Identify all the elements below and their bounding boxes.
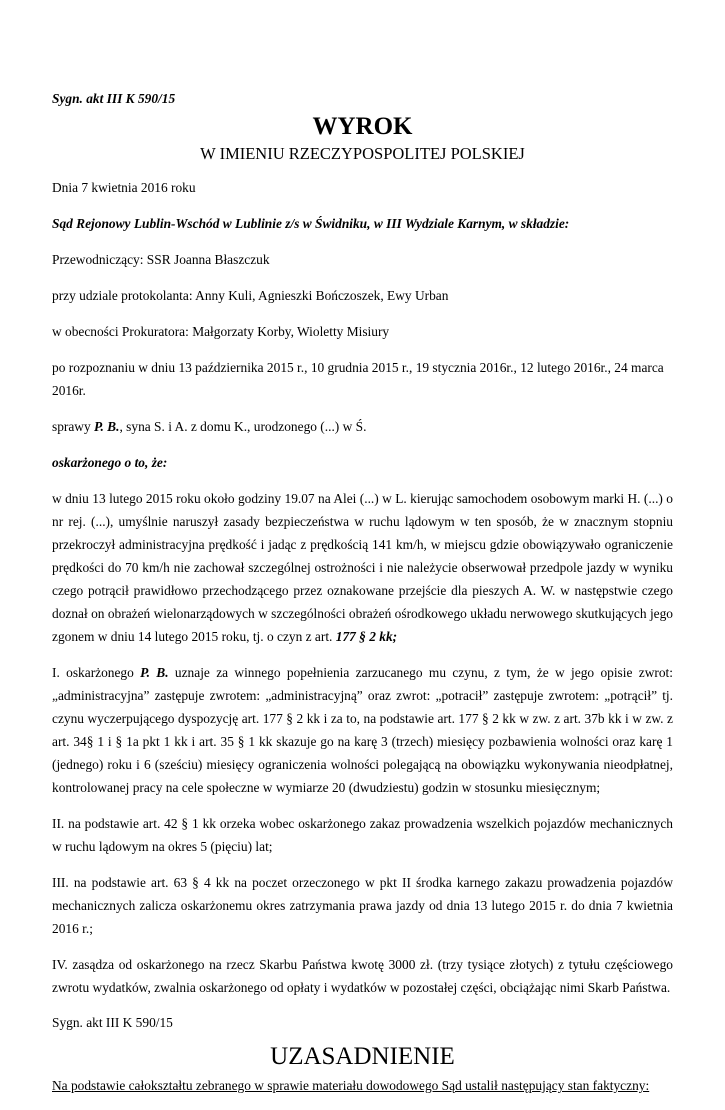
case-suffix: , syna S. i A. z domu K., urodzonego (...) w Ś. [119, 419, 367, 434]
verdict-point-4: IV. zasądza od oskarżonego na rzecz Skarbu Państwa kwotę 3000 zł. (trzy tysiące złotych) z tytułu częściowego zwrotu wydatków, zwalnia oskarżonego od opłaty i wydatków w pozostałej części, obciążając nimi Skarb Państwa. [52, 957, 673, 995]
justification-title: UZASADNIENIE [270, 1043, 455, 1070]
case-signature-top: Sygn. akt III K 590/15 [52, 91, 176, 106]
prosecutors: w obecności Prokuratora: Małgorzaty Korby, Wioletty Misiury [52, 324, 390, 339]
point1-defendant: P. B. [140, 665, 169, 680]
charge-text: w dniu 13 lutego 2015 roku około godziny 19.07 na Alei (...) w L. kierując samochodem osobowym marki H. (...) o nr rej. (...), umyślnie naruszył zasady bezpieczeństwa w ruchu lądowym w ten sposób, że w znacznym stopniu przekroczył administracyjna prędkość i jadąc z prędkością 141 km/h, w miejscu gdzie obowiązywało ograniczenie prędkości do 70 km/h nie zachował szczególnej ostrożności i nie należycie obserwował przedpole jazdy w wyniku czego potrącił prawidłowo przechodzącego przez oznakowane przejście dla pieszych A. W. w następstwie czego doznał on obrażeń wielonarządowych w szczególności obrażeń ośrodkowego układu nerwowego skutkujących jego zgonem w dniu 14 lutego 2015 roku, tj. o czyn z art. [52, 491, 673, 644]
accusation-heading: oskarżonego o to, że: [52, 455, 168, 470]
facts-intro: Na podstawie całokształtu zebranego w sprawie materiału dowodowego Sąd ustalił następujący stan faktyczny: [52, 1078, 650, 1093]
point1-prefix: I. oskarżonego [52, 665, 141, 680]
defendant-name: P. B. [94, 419, 120, 434]
document-content [52, 88, 673, 1110]
court-clerks: przy udziale protokolanta: Anny Kuli, Agnieszki Bończoszek, Ewy Urban [52, 288, 449, 303]
judgment-date: Dnia 7 kwietnia 2016 roku [52, 180, 196, 195]
case-signature-bottom: Sygn. akt III K 590/15 [52, 1015, 173, 1030]
charge-article: 177 § 2 kk; [335, 629, 398, 644]
presiding-judge: Przewodniczący: SSR Joanna Błaszczuk [52, 252, 270, 267]
verdict-point-1 [52, 661, 673, 799]
verdict-point-2: II. na podstawie art. 42 § 1 kk orzeka wobec oskarżonego zakaz prowadzenia wszelkich pojazdów mechanicznych w ruchu lądowym na okres 5 (pięciu) lat; [52, 816, 673, 854]
judgment-title: WYROK [312, 113, 413, 140]
verdict-point-3: III. na podstawie art. 63 § 4 kk na poczet orzeczonego w pkt II środka karnego zakazu prowadzenia pojazdów mechanicznych zalicza oskarżonemu okres zatrzymania prawa jazdy od dnia 13 lutego 2015 r. do dnia 7 kwietnia 2016 r.; [52, 875, 673, 936]
point1-text: uznaje za winnego popełnienia zarzucanego mu czynu, z tym, że w jego opisie zwrot: „administracyjna” zastępuje zwrotem: „administracyjną” oraz zwrot: „potracił” zastępuje zwrotem: „potrącił” tj. czynu wyczerpującego dyspozycję art. 177 § 2 kk i za to, na podstawie art. 177 § 2 kk w zw. z art. 37b kk i w zw. z art. 34§ 1 i § 1a pkt 1 kk i art. 35 § 1 kk skazuje go na karę 3 (trzech) miesięcy pozbawienia wolności oraz karę 1 (jednego) roku i 6 (sześciu) miesięcy ograniczenia wolności polegającą na obowiązku wykonywania nieodpłatnej, kontrolowanej pracy na cele społeczne w wymiarze 20 (dwudziestu) godzin w stosunku miesięcznym; [52, 665, 673, 795]
charge-paragraph [52, 487, 673, 648]
case-parties [52, 415, 673, 438]
case-prefix: sprawy [52, 419, 95, 434]
judgment-subtitle: W IMIENIU RZECZYPOSPOLITEJ POLSKIEJ [200, 144, 525, 163]
hearing-dates: po rozpoznaniu w dniu 13 października 2015 r., 10 grudnia 2015 r., 19 stycznia 2016r., 12 lutego 2016r., 24 marca 2016r. [52, 360, 664, 398]
court-composition: Sąd Rejonowy Lublin-Wschód w Lublinie z/s w Świdniku, w III Wydziale Karnym, w składzie: [52, 216, 570, 231]
